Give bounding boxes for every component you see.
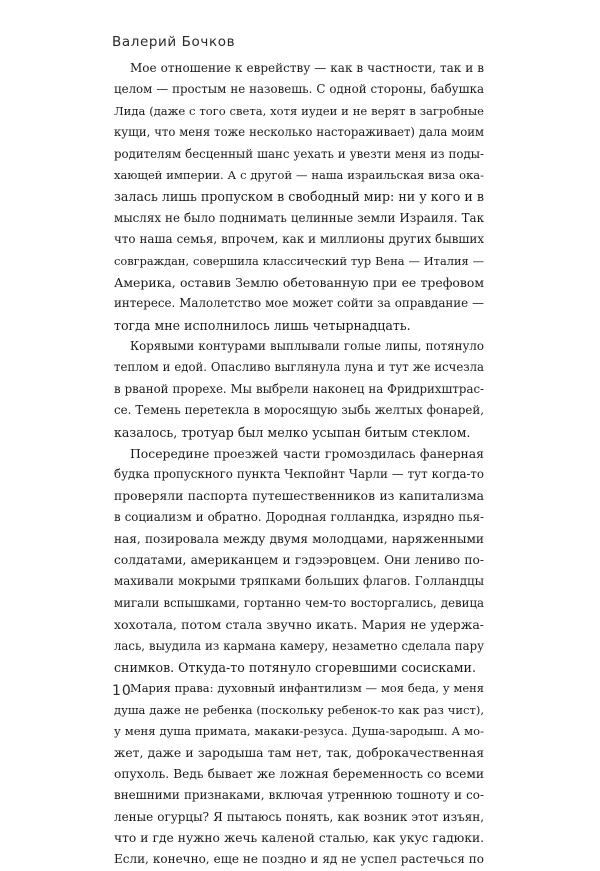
text-line: у меня душа примата, макаки-резуса. Душа-зародыш. А мо- bbox=[114, 724, 484, 739]
text-line: жет, даже и зародыша там нет, так, доброкачественная bbox=[114, 745, 484, 760]
text-line: Если, конечно, еще не поздно и яд не успел растечься по bbox=[114, 852, 484, 867]
text-line: махивали мокрыми тряпками больших флагов. Голландцы bbox=[114, 574, 484, 589]
text-line: будка пропускного пункта Чекпойнт Чарли — тут когда-то bbox=[114, 467, 484, 482]
text-line: лась, выудила из кармана камеру, незаметно сделала пару bbox=[114, 638, 484, 653]
text-line: что и где нужно жечь каленой сталью, как укус гадюки. bbox=[114, 831, 484, 846]
paragraph-2 bbox=[114, 336, 484, 443]
paragraph-4 bbox=[114, 678, 484, 871]
body-text bbox=[114, 58, 484, 871]
text-line: залась лишь пропуском в свободный мир: ни у кого и в bbox=[114, 189, 484, 205]
text-line: Мария права: духовный инфантилизм — моя беда, у меня bbox=[130, 681, 484, 696]
text-line: солдатами, американцем и гэдээровцем. Они лениво по- bbox=[114, 552, 484, 567]
text-line: Америка, оставив Землю обетованную при ее трефовом bbox=[114, 274, 484, 290]
text-line: родителям бесценный шанс уехать и увезти меня из поды- bbox=[114, 146, 484, 161]
paragraph-1 bbox=[114, 58, 484, 336]
text-line: в социализм и обратно. Дородная голландка, изрядно пья- bbox=[114, 510, 484, 525]
text-line: теплом и едой. Опасливо выглянула луна и тут же исчезла bbox=[114, 360, 484, 375]
text-line: опухоль. Ведь бывает же ложная беременность со всеми bbox=[114, 766, 484, 781]
text-line: хающей империи. А с другой — наша израильская виза ока- bbox=[114, 167, 484, 182]
page-number: 10 bbox=[112, 683, 132, 699]
text-line: кущи, что меня тоже несколько настораживает) дала моим bbox=[114, 125, 484, 140]
text-line: совграждан, совершила классический тур Вена — Италия — bbox=[114, 253, 484, 268]
text-line: мыслях не было поднимать целинные земли Израиля. Так bbox=[114, 210, 484, 225]
text-line: интересе. Малолетство мое может сойти за оправдание — bbox=[114, 296, 484, 311]
text-line: что наша семья, впрочем, как и миллионы других бывших bbox=[114, 232, 484, 247]
text-line: се. Темень перетекла в моросящую зыбь желтых фонарей, bbox=[114, 403, 484, 418]
text-line: в рваной прорехе. Мы выбрели наконец на Фридрихштрас- bbox=[114, 381, 484, 396]
text-line: целом — простым не назовешь. С одной стороны, бабушка bbox=[114, 82, 484, 97]
text-line: Мое отношение к еврейству — как в частности, так и в bbox=[130, 61, 484, 75]
text-line: ная, позировала между двумя молодцами, наряженными bbox=[114, 531, 484, 546]
text-line: душа даже не ребенка (поскольку ребенок-то как раз чист), bbox=[114, 702, 484, 717]
text-line: внешними признаками, включая утреннюю тошноту и со- bbox=[114, 788, 484, 803]
text-line: казалось, тротуар был мелко усыпан битым стеклом. bbox=[114, 424, 471, 440]
text-line: хохотала, потом стала звучно икать. Мария не удержа- bbox=[114, 617, 484, 633]
paragraph-3 bbox=[114, 443, 484, 678]
text-line: мигали вспышками, гортанно чем-то восторгались, девица bbox=[114, 595, 484, 610]
text-line: тогда мне исполнилось лишь четырнадцать. bbox=[114, 317, 411, 333]
text-line: Лида (даже с того света, хотя иудеи и не верят в загробные bbox=[114, 103, 484, 118]
text-line: Корявыми контурами выплывали голые липы, потянуло bbox=[130, 339, 484, 354]
running-head-author: Валерий Бочков bbox=[112, 34, 236, 50]
text-line: Посередине проезжей части громоздилась фанерная bbox=[130, 446, 484, 462]
text-line: леные огурцы? Я пытаюсь понять, как возник этот изъян, bbox=[114, 809, 484, 824]
text-line: проверяли паспорта путешественников из капитализма bbox=[114, 488, 484, 503]
text-line: снимков. Откуда-то потянуло сгоревшими сосисками. bbox=[114, 659, 476, 675]
